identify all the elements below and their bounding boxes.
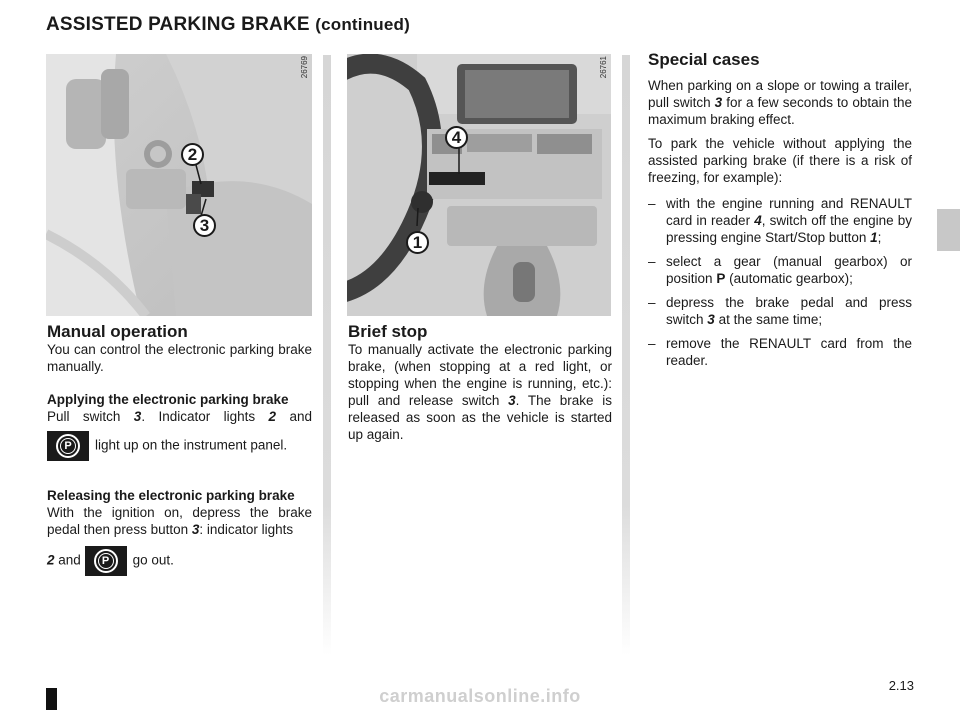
applying-line-2: P light up on the instrument panel. — [47, 431, 312, 461]
applying-block — [47, 391, 312, 461]
releasing-line-3: 2 and P go out. — [47, 546, 312, 576]
page-number: 2.13 — [888, 678, 914, 693]
console-illustration — [46, 54, 312, 316]
photo-ref-left: 26769 — [300, 56, 309, 79]
brief-stop-text: To manually activate the electronic parking brake, (when stopping at a red light, or stopping when the engine is running, etc.): pull and release switch 3. The brake is released as soon as the vehicle is started up again. — [348, 342, 612, 442]
list-item: – select a gear (manual gearbox) or position P (automatic gearbox); — [648, 253, 912, 287]
releasing-block — [47, 487, 312, 576]
list-item: – depress the brake pedal and press switch 3 at the same time; — [648, 294, 912, 328]
watermark: carmanualsonline.info — [379, 686, 581, 706]
parking-brake-warning-icon-2: P — [85, 546, 127, 576]
applying-title: Applying the electronic parking brake — [47, 392, 289, 407]
callout-3: 3 — [193, 214, 216, 237]
center-photo — [347, 54, 611, 316]
list-item: – remove the RENAULT card from the reader. — [648, 335, 912, 369]
callout-2: 2 — [181, 143, 204, 166]
parking-brake-warning-icon: P — [47, 431, 89, 461]
releasing-text: With the ignition on, depress the brake pedal then press button 3: indicator lights — [47, 505, 312, 537]
left-photo — [46, 54, 312, 316]
section-tab — [937, 209, 960, 251]
column-rule-left — [323, 55, 331, 655]
page-title-main: ASSISTED PARKING BRAKE — [46, 14, 310, 35]
list-item: – with the engine running and RENAULT card in reader 4, switch off the engine by pressing engine Start/Stop button 1; — [648, 195, 912, 246]
column-rule-right — [622, 55, 630, 655]
brief-stop-heading: Brief stop — [348, 322, 428, 341]
photo-ref-center: 26761 — [599, 56, 608, 79]
callout-1: 1 — [406, 231, 429, 254]
special-p2: To park the vehicle without applying the assisted parking brake (if there is a risk of freezing, for example): — [648, 136, 912, 185]
applying-line-1: Pull switch 3. Indicator lights 2 and — [47, 409, 312, 424]
manual-intro: You can control the electronic parking brake manually. — [47, 342, 312, 374]
page-title — [46, 14, 410, 36]
page-title-continued: (continued) — [315, 15, 410, 34]
callout-4: 4 — [445, 126, 468, 149]
releasing-title: Releasing the electronic parking brake — [47, 488, 295, 503]
manual-operation-heading: Manual operation — [47, 322, 188, 341]
special-cases-list — [648, 195, 912, 376]
special-cases-heading: Special cases — [648, 50, 760, 69]
special-p1: When parking on a slope or towing a trailer, pull switch 3 for a few seconds to obtain the maximum braking effect. — [648, 78, 912, 127]
dashboard-illustration — [347, 54, 611, 316]
